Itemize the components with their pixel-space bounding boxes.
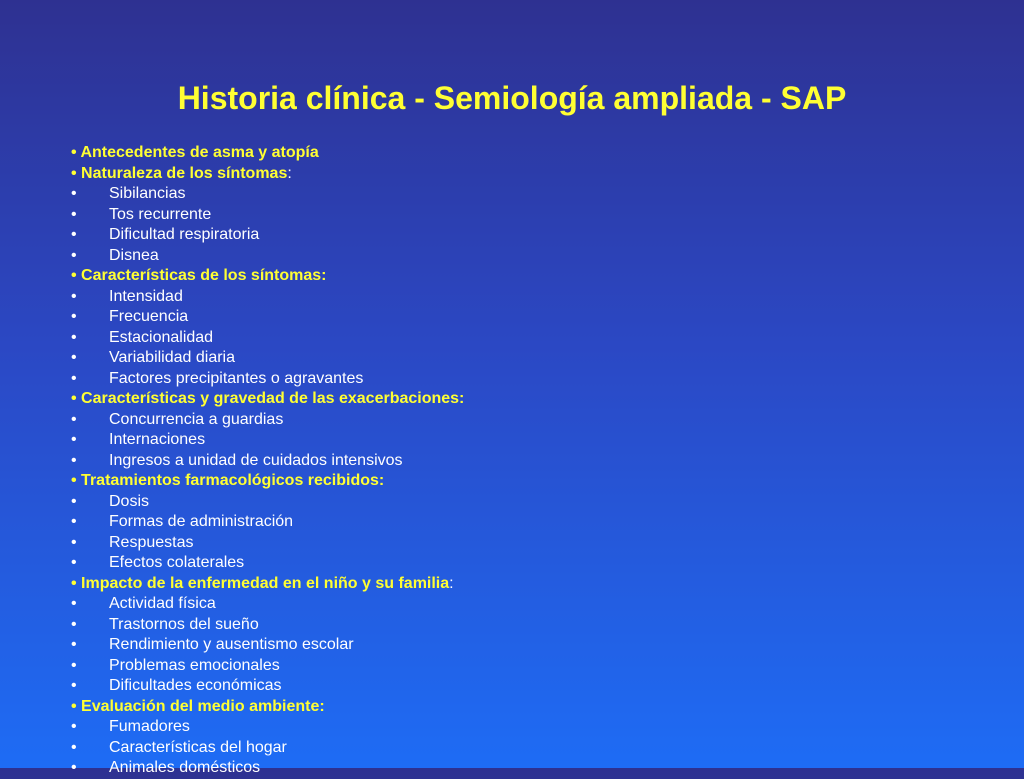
list-item	[71, 369, 464, 390]
bullet-icon: •	[71, 492, 77, 510]
section-heading-label: • Tratamientos farmacológicos recibidos:	[71, 472, 385, 489]
bullet-icon: •	[71, 328, 77, 346]
list-item	[71, 328, 464, 349]
list-item	[71, 184, 464, 205]
section-heading	[71, 266, 464, 287]
bullet-icon: •	[71, 185, 77, 202]
section-heading-suffix: :	[449, 574, 454, 592]
list-item-label: Respuestas	[109, 533, 194, 551]
bullet-icon: •	[71, 349, 77, 366]
bullet-icon: •	[71, 636, 77, 653]
bullet-icon: •	[71, 738, 77, 756]
bullet-icon: •	[71, 718, 77, 735]
list-item-label: Animales domésticos	[109, 759, 261, 776]
bullet-icon: •	[71, 410, 77, 428]
list-item-label: Ingresos a unidad de cuidados intensivos	[109, 451, 403, 469]
list-item	[71, 717, 464, 738]
bullet-icon: •	[71, 533, 77, 551]
section-heading-label: • Naturaleza de los síntomas	[71, 164, 288, 182]
list-item	[71, 676, 464, 697]
list-item-label: Problemas emocionales	[109, 656, 280, 674]
list-item-label: Características del hogar	[109, 738, 287, 756]
bullet-icon: •	[71, 226, 77, 243]
list-item-label: Sibilancias	[109, 185, 186, 202]
list-item	[71, 246, 464, 267]
list-item	[71, 553, 464, 574]
list-item	[71, 307, 464, 328]
bullet-icon: •	[71, 656, 77, 674]
list-item	[71, 225, 464, 246]
section-heading-label: • Antecedentes de asma y atopía	[71, 144, 319, 161]
list-item-label: Actividad física	[109, 595, 216, 612]
list-item	[71, 615, 464, 636]
list-item-label: Tos recurrente	[109, 205, 212, 223]
slide-title: Historia clínica - Semiología ampliada - SAP	[177, 80, 847, 116]
list-item-label: Dificultades económicas	[109, 677, 282, 694]
list-item-label: Trastornos del sueño	[109, 615, 259, 633]
list-item	[71, 430, 464, 451]
bullet-icon: •	[71, 308, 77, 325]
list-item-label: Estacionalidad	[109, 328, 214, 346]
section-heading-label: • Impacto de la enfermedad en el niño y su familia	[71, 574, 450, 592]
list-item-label: Efectos colaterales	[109, 554, 245, 571]
list-item	[71, 656, 464, 677]
list-item	[71, 451, 464, 472]
section-heading-label: • Características de los síntomas:	[71, 267, 327, 284]
bullet-icon: •	[71, 246, 77, 264]
bullet-icon: •	[71, 451, 77, 469]
bullet-icon: •	[71, 677, 77, 694]
list-item-label: Frecuencia	[109, 308, 189, 325]
list-item	[71, 205, 464, 226]
section-heading-label: • Evaluación del medio ambiente:	[71, 697, 325, 715]
list-item-label: Factores precipitantes o agravantes	[109, 369, 364, 387]
bullet-icon: •	[71, 431, 77, 448]
section-heading	[71, 143, 464, 164]
bullet-icon: •	[71, 287, 77, 305]
list-item-label: Internaciones	[109, 431, 206, 448]
content-list	[71, 143, 464, 779]
bullet-icon: •	[71, 595, 77, 612]
list-item	[71, 348, 464, 369]
list-item	[71, 512, 464, 533]
bullet-icon: •	[71, 554, 77, 571]
list-item	[71, 738, 464, 759]
list-item-label: Disnea	[109, 246, 159, 264]
list-item-label: Rendimiento y ausentismo escolar	[109, 636, 354, 653]
section-heading	[71, 574, 464, 595]
section-heading-suffix: :	[287, 164, 292, 182]
list-item	[71, 533, 464, 554]
bullet-icon: •	[71, 615, 77, 633]
list-item	[71, 594, 464, 615]
list-item	[71, 287, 464, 308]
list-item	[71, 758, 464, 779]
bullet-icon: •	[71, 759, 77, 776]
section-heading	[71, 471, 464, 492]
bullet-icon: •	[71, 513, 77, 530]
section-heading-label: • Características y gravedad de las exacerbaciones:	[71, 390, 465, 407]
bullet-icon: •	[71, 205, 77, 223]
list-item-label: Intensidad	[109, 287, 183, 305]
bullet-icon: •	[71, 369, 77, 387]
list-item-label: Concurrencia a guardias	[109, 410, 284, 428]
list-item-label: Dificultad respiratoria	[109, 226, 260, 243]
list-item	[71, 635, 464, 656]
section-heading	[71, 389, 464, 410]
list-item	[71, 410, 464, 431]
list-item-label: Fumadores	[109, 718, 190, 735]
list-item-label: Formas de administración	[109, 513, 294, 530]
section-heading	[71, 697, 464, 718]
list-item-label: Dosis	[109, 492, 150, 510]
list-item	[71, 492, 464, 513]
section-heading	[71, 164, 464, 185]
list-item-label: Variabilidad diaria	[109, 349, 235, 366]
